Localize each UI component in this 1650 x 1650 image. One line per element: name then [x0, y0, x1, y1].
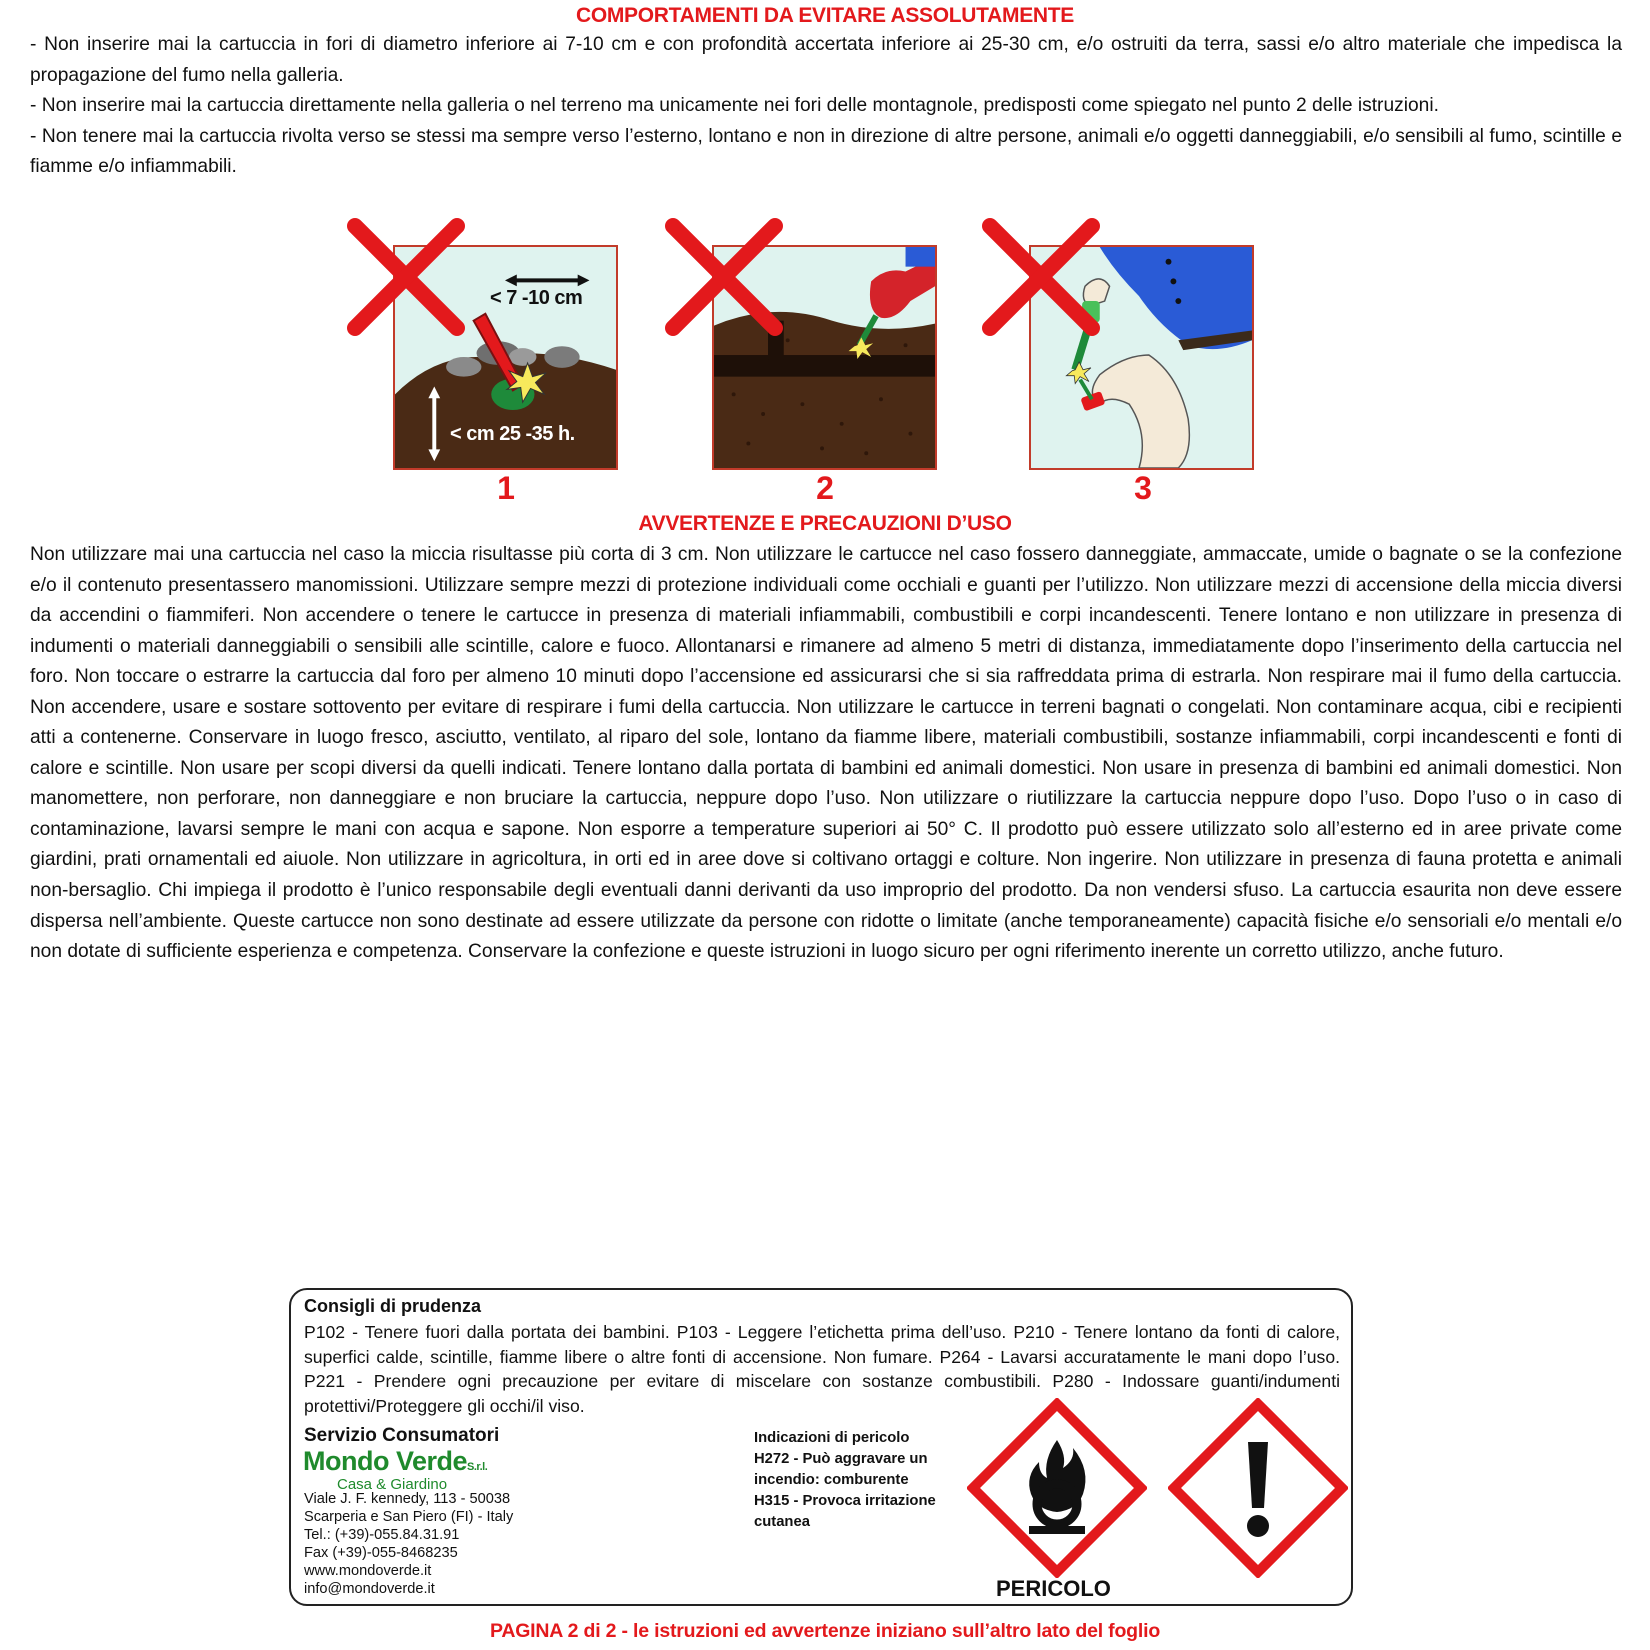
figure-2-number: 2: [816, 470, 834, 506]
fax-line: Fax (+39)-055-8468235: [304, 1545, 458, 1561]
brand-suffix: S.r.l.: [467, 1461, 488, 1473]
figure-1-number: 1: [497, 470, 515, 506]
consumer-service-title: Servizio Consumatori: [304, 1425, 500, 1446]
brand-name: Mondo Verde: [303, 1446, 468, 1476]
prudence-text: P102 - Tenere fuori dalla portata dei bambini. P103 - Leggere l’etichetta prima dell’uso. P210 - Tenere lontano da fonti di calore, superfici calde, scintille, fiamme libere o altre fonti di accensione. Non fumare. P264 - Lavarsi accuratamente le mani dopo l’uso. P221 - Prendere ogni precauzione per evitare di miscelare con sostanze combustibili. P280 - Indossare guanti/indumenti protettivi/Proteggere gli occhi/il viso.: [304, 1322, 1340, 1416]
prudence-box: [289, 1288, 1353, 1606]
figure-3-number: 3: [1134, 470, 1152, 506]
hazard-statements: [754, 1428, 964, 1533]
section-title-warnings: AVVERTENZE E PRECAUZIONI D’USO: [638, 512, 1012, 535]
section-title-avoid: COMPORTAMENTI DA EVITARE ASSOLUTAMENTE: [575, 4, 1075, 27]
hazard-h315: H315 - Provoca irritazione cutanea: [754, 1493, 936, 1530]
phone-line: Tel.: (+39)-055.84.31.91: [304, 1527, 460, 1543]
avoid-item-1: - Non inserire mai la cartuccia in fori di diametro inferiore ai 7-10 cm e con profondità accertata inferiore ai 25-30 cm, e/o ostruiti da terra, sassi e/o altro materiale che impedisca la propagazione del fumo nella galleria.: [30, 34, 1622, 86]
brand-logo: [303, 1446, 487, 1477]
warnings-text: Non utilizzare mai una cartuccia nel caso la miccia risultasse più corta di 3 cm. Non utilizzare le cartucce nel caso fossero danneggiate, ammaccate, umide o bagnate o se la confezione e/o il contenuto presentassero manomissioni. Utilizzare sempre mezzi di protezione individuali come occhiali e guanti per l’utilizzo. Non utilizzare mezzi di accensione della miccia diversi da accendini o fiammiferi. Non accendere o tenere le cartucce in presenza di materiali infiammabili, combustibili e corpi incandescenti. Tenere lontano e non utilizzare in presenza di indumenti o materiali danneggiabili o sensibili alle scintille, calore e fuoco. Allontanarsi e rimanere ad almeno 5 metri di distanza, immediatamente dopo l’inserimento della cartuccia nel foro. Non toccare o estrarre la cartuccia dal foro per almeno 10 minuti dopo l’accensione ed assicurarsi che si sia raffreddata prima di estrarla. Non respirare mai il fumo della cartuccia. Non accendere, usare e sostare sottovento per evitare di respirare i fumi della cartuccia. Non utilizzare le cartucce in terreni bagnati o congelati. Non contaminare acqua, cibi e recipienti atti a contenerne. Conservare in luogo fresco, asciutto, ventilato, al riparo del sole, lontano da fiamme libere, materiali combustibili, sostanze infiammabili, corpi incandescenti e fonti di calore e scintille. Non usare per scopi diversi da quelli indicati. Tenere lontano dalla portata di bambini ed animali domestici. Non usare in presenza di bambini ed animali domestici. Non manomettere, non perforare, non danneggiare e non bruciare la cartuccia, neppure dopo l’uso. Non utilizzare o riutilizzare la cartuccia neppure dopo l’uso. Dopo l’uso o in caso di contaminazione, lavarsi sempre le mani con acqua e sapone. Non esporre a temperature superiori ai 50° C. Il prodotto può essere utilizzato solo all’esterno ed in aree private come giardini, prati ornamentali ed aiuole. Non utilizzare in agricoltura, in orti ed in aree dove si coltivano ortaggi e colture. Non ingerire. Non utilizzare in presenza di fauna protetta e animali non-bersaglio. Chi impiega il prodotto è l’unico responsabile degli eventuali danni derivanti da uso improprio del prodotto. Da non vendersi sfuso. La cartuccia esaurita non deve essere dispersa nell’ambiente. Queste cartucce non sono destinate ad essere utilizzate da persone con ridotte o limitate (anche temporaneamente) capacità fisiche e/o sensoriali e/o mentali e/o non dotate di sufficiente esperienza e competenza. Conservare la confezione e queste istruzioni in luogo sicuro per ogni riferimento inerente un corretto utilizzo, anche futuro.: [30, 544, 1622, 963]
website-line: www.mondoverde.it: [304, 1563, 432, 1579]
figure-1-depth-label: < cm 25 -35 h.: [450, 423, 575, 445]
address-line-1: Viale J. F. kennedy, 113 - 50038: [304, 1491, 511, 1507]
exclamation-mark-icon: [1168, 1398, 1348, 1578]
figure-1-width-label: < 7 -10 cm: [490, 287, 583, 309]
oxidizing-flame-over-circle-icon: [967, 1398, 1147, 1578]
brand-tagline: Casa & Giardino: [337, 1476, 448, 1493]
hazard-title: Indicazioni di pericolo: [754, 1430, 910, 1446]
figure-3-forbidden-cross-icon: [980, 216, 1102, 338]
page-footer: PAGINA 2 di 2 - le istruzioni ed avvertenze iniziano sull’altro lato del foglio: [489, 1620, 1161, 1642]
email-line: info@mondoverde.it: [304, 1581, 435, 1597]
avoid-item-2: - Non inserire mai la cartuccia direttamente nella galleria o nel terreno ma unicamente nei fori delle montagnole, predisposti come spiegato nel punto 2 delle istruzioni.: [30, 95, 1439, 116]
signal-word: PERICOLO: [996, 1576, 1111, 1601]
hazard-h272: H272 - Può aggravare un incendio: comburente: [754, 1451, 928, 1488]
figure-2-forbidden-cross-icon: [663, 216, 785, 338]
avoid-list: [30, 30, 1622, 183]
prudence-title: Consigli di prudenza: [304, 1296, 482, 1316]
address-line-2: Scarperia e San Piero (FI) - Italy: [304, 1509, 514, 1525]
avoid-item-3: - Non tenere mai la cartuccia rivolta verso se stessi ma sempre verso l’esterno, lontano e non in direzione di altre persone, animali e/o oggetti danneggiabili, e/o sensibili al fumo, scintille e fiamme e/o infiammabili.: [30, 125, 1622, 177]
figure-1-forbidden-cross-icon: [345, 216, 467, 338]
